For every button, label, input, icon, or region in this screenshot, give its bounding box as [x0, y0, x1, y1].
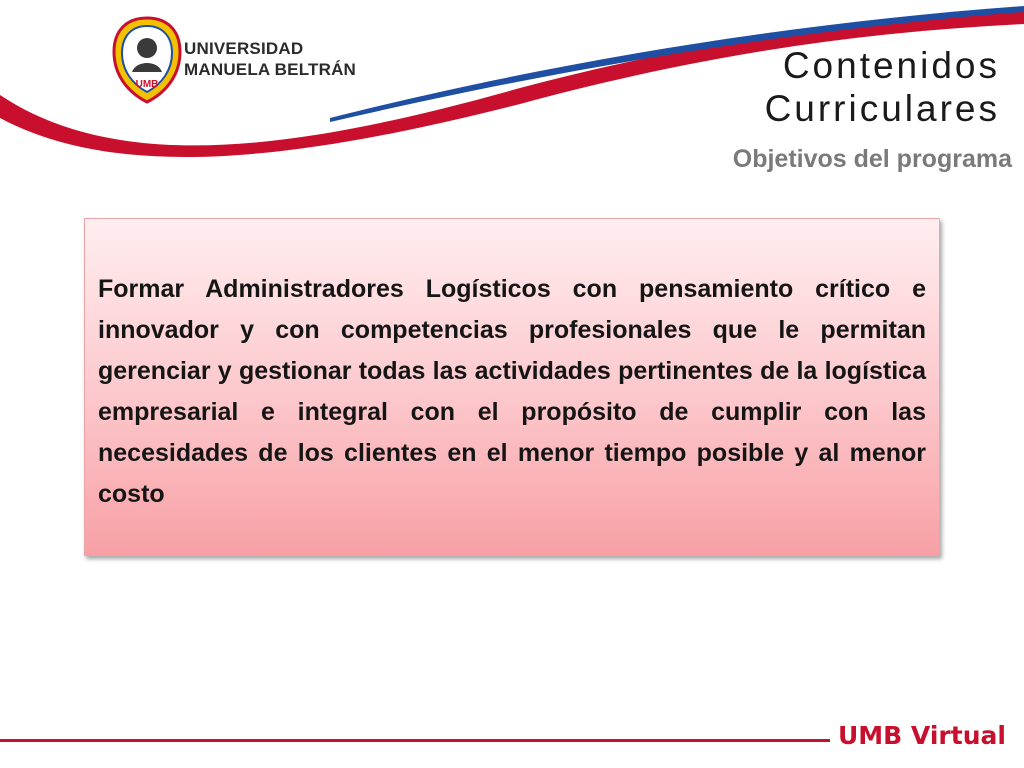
- university-seal-icon: [112, 16, 182, 104]
- title-line2: Curriculares: [764, 88, 1000, 129]
- objective-text: Formar Administradores Logísticos con pensamiento crítico e innovador y con competencias profesionales que le permitan gerenciar y gestionar todas las actividades pertinentes de la logística empresarial e integral con el propósito de cumplir con las necesidades de los clientes en el menor tiempo posible y al menor costo: [98, 275, 926, 508]
- seal-text: UMB: [135, 79, 159, 90]
- page-title: [580, 44, 1000, 130]
- logo-text-line1: UNIVERSIDAD: [184, 39, 304, 58]
- university-name: [184, 38, 356, 80]
- footer-brand: UMB Virtual: [838, 721, 1006, 750]
- title-line1: Contenidos: [782, 45, 1000, 86]
- objective-box: [84, 218, 940, 556]
- logo-text-line2: MANUELA BELTRÁN: [184, 60, 357, 79]
- university-logo: [112, 16, 357, 106]
- page-subtitle: Objetivos del programa: [732, 145, 1012, 173]
